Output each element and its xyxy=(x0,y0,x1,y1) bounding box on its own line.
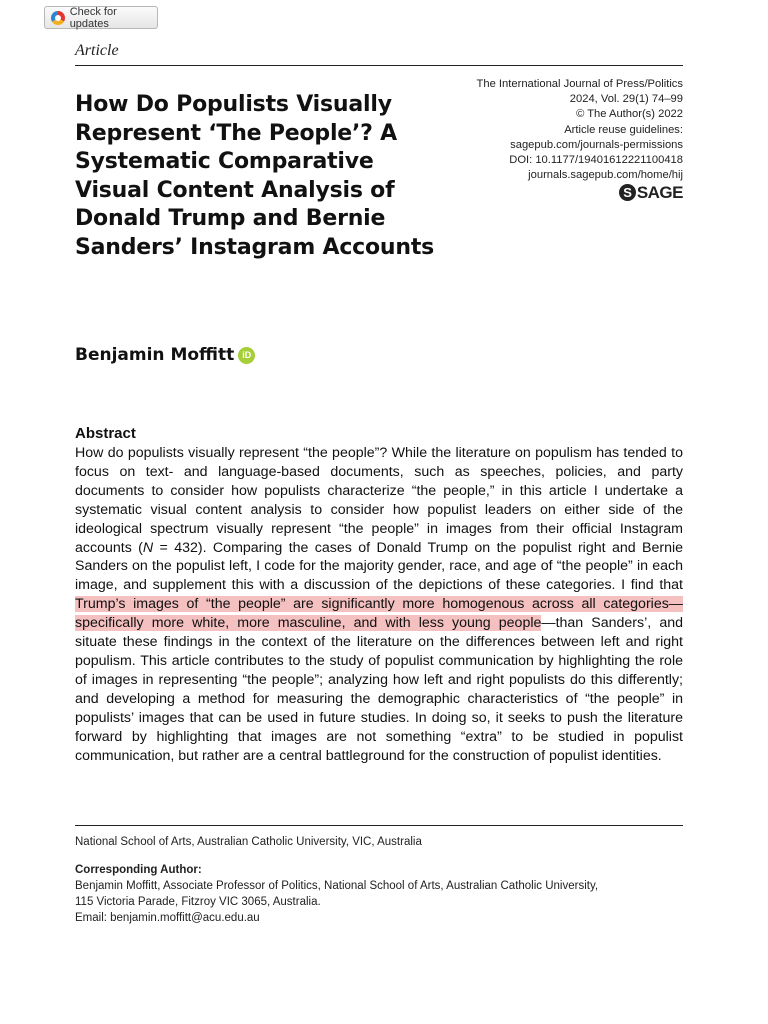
sample-size-symbol: N xyxy=(142,539,154,556)
reuse-guidelines-link[interactable]: sagepub.com/journals-permissions xyxy=(510,138,683,151)
journal-metadata xyxy=(423,77,683,203)
abstract-part1: How do populists visually represent “the people”? While the literature on populism has tended to focus on text- and language-based documents, such as speeches, policies, and party documents to consider how populists characterize “the people,” in this article I undertake a systematic visual content analysis to consider how populist leaders on either side of the ideological spectrum visually represent “the people” in images from their official Instagram accounts ( xyxy=(75,445,683,556)
author-name[interactable]: Benjamin Moffitt xyxy=(75,345,235,365)
journal-name: The International Journal of Press/Politics xyxy=(476,78,683,90)
crossmark-icon xyxy=(51,11,65,25)
sage-logo xyxy=(619,184,683,201)
sample-size-value: = 432). Comparing the cases of Donald Trump on the populist right and Bernie Sanders on the populist left, I code for the majority gender, race, and age of “the people” in each image, and supplement this with a discussion of the depictions of these categories. I find that xyxy=(75,539,684,594)
reuse-guidelines-label: Article reuse guidelines: xyxy=(564,123,683,136)
abstract-heading: Abstract xyxy=(75,425,136,442)
corresponding-author-line2: 115 Victoria Parade, Fitzroy VIC 3065, Australia. xyxy=(75,896,321,908)
sage-logo-icon: S xyxy=(619,184,636,201)
author-line xyxy=(75,345,255,365)
article-type-label: Article xyxy=(75,42,119,59)
orcid-icon[interactable]: iD xyxy=(238,347,255,364)
author-affiliation: National School of Arts, Australian Catholic University, VIC, Australia xyxy=(75,836,422,848)
check-for-updates-label: Check for updates xyxy=(69,5,117,30)
journal-homepage-link[interactable]: journals.sagepub.com/home/hij xyxy=(528,169,683,182)
corresponding-author-block xyxy=(75,862,685,926)
corresponding-author-heading: Corresponding Author: xyxy=(75,864,202,876)
journal-volume: 2024, Vol. 29(1) 74–99 xyxy=(569,93,683,106)
corresponding-author-email[interactable]: Email: benjamin.moffitt@acu.edu.au xyxy=(75,912,260,924)
check-for-updates-button[interactable] xyxy=(44,6,158,29)
header-divider xyxy=(75,65,683,66)
highlighted-finding: Trump’s images of “the people” are significantly more homogenous across all categories—specifically more white, more masculine, and with less young people xyxy=(75,596,683,632)
abstract-part2: —than Sanders’, and situate these findings in the context of the literature on the differences between left and right populism. This article contributes to the study of populist communication by highlighting the role of images in representing “the people”; analyzing how left and right populists do this differently; and developing a method for measuring the demographic characteristics of “the people” in populists’ images that can be used in future studies. In doing so, it seeks to push the literature forward by highlighting that images are not something “extra” to be studied in populist communication, but rather are a central battleground for the construction of populist identities. xyxy=(75,615,683,764)
sage-logo-text: SAGE xyxy=(636,183,683,203)
corresponding-author-line1: Benjamin Moffitt, Associate Professor of Politics, National School of Arts, Australian Catholic University, xyxy=(75,880,599,892)
copyright-notice: © The Author(s) 2022 xyxy=(576,108,683,121)
article-title: How Do Populists Visually Represent ‘The People’? A Systematic Comparative Visual Content Analysis of Donald Trump and Bernie Sanders’ Instagram Accounts xyxy=(75,92,435,260)
abstract-text xyxy=(75,444,683,765)
footnote-divider xyxy=(75,825,683,826)
doi-link[interactable]: DOI: 10.1177/19401612221100418 xyxy=(509,154,683,167)
